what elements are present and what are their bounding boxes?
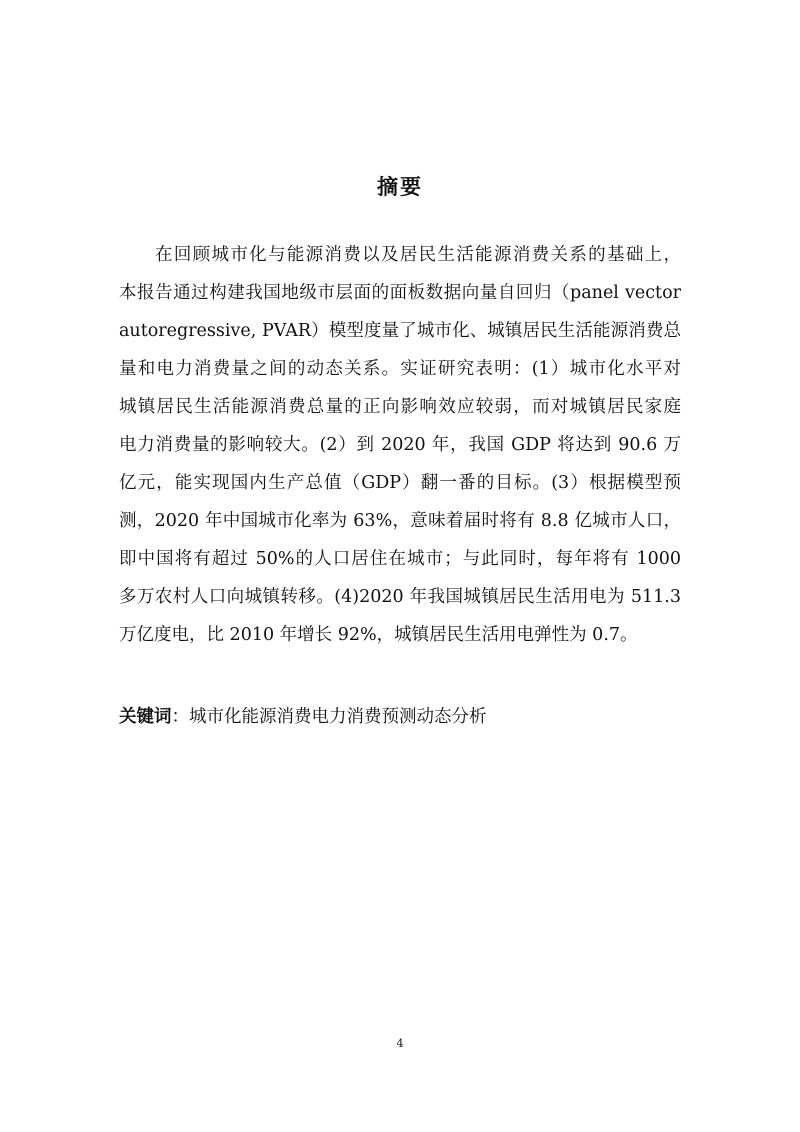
page-number: 4: [396, 1037, 404, 1050]
abstract-line-9: 即中国将有超过 50%的人口居住在城市；与此同时，每年将有 1000: [119, 549, 681, 569]
abstract-line-4: 量和电力消费量之间的动态关系。实证研究表明：(1）城市化水平对: [119, 359, 681, 379]
abstract-line-2: 本报告通过构建我国地级市层面的面板数据向量自回归（panel vector: [119, 283, 681, 303]
keywords-text: 城市化能源消费电力消费预测动态分析: [189, 707, 487, 727]
keywords-separator: ：: [171, 707, 189, 727]
keywords-line: [119, 698, 681, 736]
abstract-line-6: 电力消费量的影响较大。(2）到 2020 年，我国 GDP 将达到 90.6 万: [119, 435, 681, 455]
abstract-line-3: autoregressive, PVAR）模型度量了城市化、城镇居民生活能源消费总: [119, 321, 681, 341]
abstract-line-11: 万亿度电，比 2010 年增长 92%，城镇居民生活用电弹性为 0.7。: [119, 625, 638, 645]
keywords-label: 关键词: [119, 707, 172, 727]
abstract-line-8: 测，2020 年中国城市化率为 63%，意味着届时将有 8.8 亿城市人口，: [119, 511, 681, 531]
abstract-line-7: 亿元，能实现国内生产总值（GDP）翻一番的目标。(3）根据模型预: [119, 473, 681, 493]
abstract-title: 摘要: [377, 175, 423, 199]
abstract-line-1: 在回顾城市化与能源消费以及居民生活能源消费关系的基础上，: [155, 245, 681, 265]
abstract-line-5: 城镇居民生活能源消费总量的正向影响效应较弱，而对城镇居民家庭: [119, 397, 681, 417]
abstract-line-10: 多万农村人口向城镇转移。(4)2020 年我国城镇居民生活用电为 511.3: [119, 587, 681, 607]
